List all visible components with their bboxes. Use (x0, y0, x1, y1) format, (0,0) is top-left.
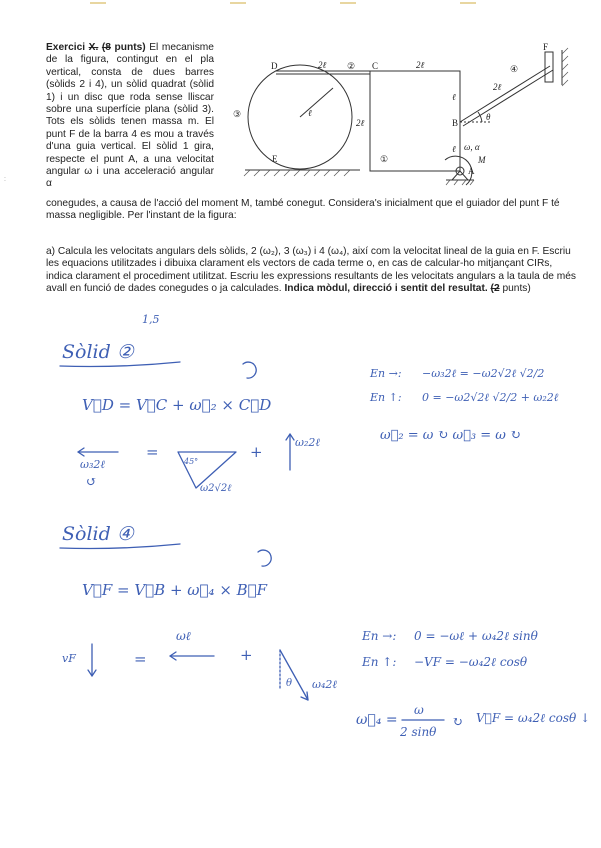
term-w2-2l: ω₂2ℓ (295, 436, 320, 449)
label-a: A (468, 166, 475, 176)
plus-sign: + (240, 646, 253, 664)
dim-c-guide: 2ℓ (416, 60, 425, 70)
question-a-text: a) Calcula les velocitats angulars dels sòlids, 2 (ω₂), 3 (ω₃) i 4 (ω₄), així com la velocitat lineal de la guia en F. Escriu les equacions utilitzades i dibuixa clarament els vectors de cada terme o, en cas de calcular-ho mitjançant CIRs, indica clarament el procediment utilitzat. Escriu les expressions resultants de les velocitats angulars a la taula de més avall en funció de dades conegudes o ja calculades. (46, 246, 577, 295)
eq-y-label: En ↑: (370, 391, 402, 404)
term-vf: vF (62, 652, 76, 665)
question-a-points: (2 (490, 283, 500, 295)
equals-sign: = (146, 443, 159, 461)
result-w4-den: 2 sinθ (400, 725, 437, 739)
section-title-solid-2: Sòlid ② (62, 341, 134, 363)
plus-sign: + (250, 443, 263, 461)
rotation-icon: ↻ (452, 715, 463, 730)
statement-continuation: conegudes, a causa de l'acció del moment M, també conegut. Considera's inicialment que el guiador del punt F té massa negligible. Per l'instant de la figura: (46, 198, 560, 222)
solid-4-label: ④ (510, 64, 519, 74)
dim-right-lower: ℓ (452, 144, 456, 154)
dim-disc-radius: ℓ (308, 108, 312, 118)
label-f: F (543, 42, 549, 52)
eq-vd: V⃗D = V⃗C + ω⃗₂ × C⃗D (82, 396, 272, 414)
result-w4-num: ω (414, 703, 424, 717)
rotation-arrow-icon (258, 550, 271, 566)
margin-mark: : (4, 176, 6, 183)
solid-3-label: ③ (233, 109, 242, 119)
label-b: B (452, 118, 459, 128)
equals-sign: = (134, 650, 147, 668)
term-45deg: 45° (184, 457, 199, 466)
eq4-y: −VF = −ω₄2ℓ cosθ (414, 655, 528, 669)
dim-right-upper: ℓ (452, 92, 456, 102)
label-c: C (372, 61, 379, 71)
solid-1-label: ① (380, 154, 389, 164)
rotation-arrow-icon (243, 362, 256, 378)
result-w4-lhs: ω⃗₄ = (356, 712, 398, 728)
eq-x-label: En →: (370, 367, 402, 380)
term-w4-2l: ω₄2ℓ (312, 678, 337, 691)
section-title-solid-4: Sòlid ④ (62, 523, 134, 545)
eq-x: −ω₃2ℓ = −ω2√2ℓ √2/2 (422, 367, 545, 380)
statement-text: El mecanisme de la figura, contingut en el pla vertical, consta de dues barres (sòlids 2 i 4), un sòlid quadrat (sòlid 1) i un disc que roda sense lliscar sobre una superfície plana (sòlid 3). Tots els sòlids tenen massa m. El punt F de la barra 4 es mou a través d'una guia vertical. El sòlid 1 gira, respecte el punt A, a una velocitat angular ω i una acceleració angular α (46, 42, 214, 190)
eq-vf: V⃗F = V⃗B + ω⃗₄ × B⃗F (82, 581, 268, 599)
exercise-number: X. (88, 42, 99, 53)
exercise-title: Exercici (46, 42, 86, 53)
question-a-points-word: punts) (502, 283, 531, 295)
omega-alpha-label: ω, α (464, 142, 480, 152)
result-w2-w3: ω⃗₂ = ω ↻ ω⃗₃ = ω ↻ (380, 428, 521, 443)
result-vf: V⃗F = ω₄2ℓ cosθ ↓ (476, 711, 591, 725)
eq4-x: 0 = −ωℓ + ω₄2ℓ sinθ (414, 629, 538, 643)
eq4-x-label: En →: (362, 629, 397, 643)
label-e: E (272, 154, 278, 164)
term-theta: θ (286, 678, 293, 689)
dim-dc: 2ℓ (318, 60, 327, 70)
term-w3-2l: ω₃2ℓ (80, 458, 105, 471)
eq-y: 0 = −ω2√2ℓ √2/2 + ω₂2ℓ (422, 391, 559, 404)
term-w-2root2-l: ω2√2ℓ (200, 483, 232, 494)
hand-points: 1,5 (142, 313, 160, 326)
dim-bar4: 2ℓ (493, 82, 502, 92)
solid-2-label: ② (347, 61, 356, 71)
question-a-bold: Indica mòdul, direcció i sentit del resultat. (284, 283, 488, 295)
rotation-icon: ↺ (86, 475, 97, 490)
moment-label: M (478, 155, 486, 165)
term-wl: ωℓ (176, 629, 191, 643)
label-d: D (271, 61, 278, 71)
exercise-points-word: punts) (114, 42, 146, 53)
exercise-points: (8 (101, 42, 111, 53)
theta-label: θ (486, 112, 491, 122)
eq4-y-label: En ↑: (362, 655, 397, 669)
dim-square: 2ℓ (356, 118, 365, 128)
